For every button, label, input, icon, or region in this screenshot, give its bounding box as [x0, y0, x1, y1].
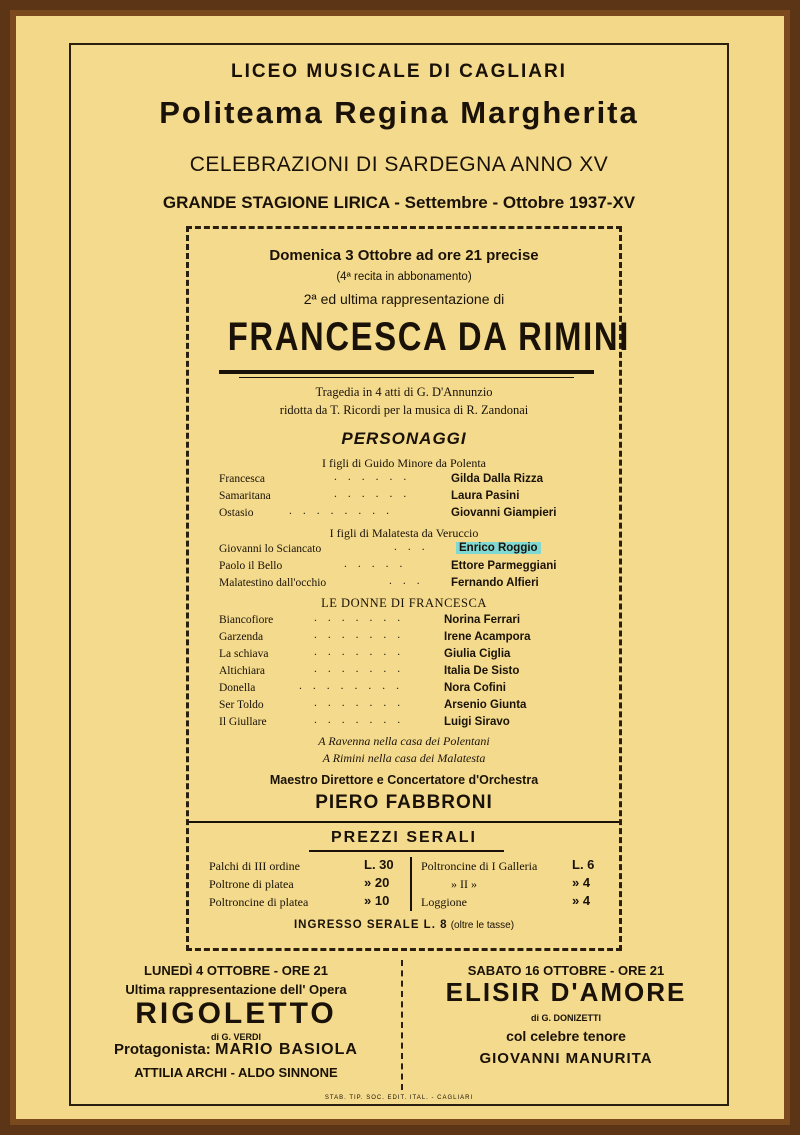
role-name: Giovanni lo Sciancato	[219, 543, 322, 555]
price-label: Poltrone di platea	[209, 877, 294, 891]
price-label: Palchi di III ordine	[209, 859, 300, 873]
dot-leader: .......	[314, 646, 412, 658]
event-other-singers: ATTILIA ARCHI - ALDO SINNONE	[134, 1065, 338, 1080]
subscription-note: (4ª recita in abbonamento)	[336, 271, 472, 283]
role-name: Donella	[219, 682, 256, 694]
event-date: LUNEDÌ 4 OTTOBRE - ORE 21	[144, 963, 328, 978]
conductor-label: Maestro Direttore e Concertatore d'Orchestra	[269, 773, 539, 787]
tenor-name: GIOVANNI MANURITA	[479, 1050, 653, 1067]
role-name: Malatestino dall'occhio	[219, 577, 327, 589]
actor-name: Fernando Alfieri	[451, 577, 539, 589]
dot-leader: .......	[314, 697, 412, 709]
title-rule-thin	[239, 377, 574, 378]
role-name: Il Giullare	[219, 716, 267, 728]
role-name: Paolo il Bello	[219, 560, 283, 572]
poster-sheet	[69, 43, 729, 1106]
performance-date: Domenica 3 Ottobre ad ore 21 precise	[269, 247, 539, 264]
protagonist-label: Protagonista:	[114, 1041, 211, 1058]
actor-name: Ettore Parmeggiani	[451, 560, 557, 572]
conductor-name: PIERO FABBRONI	[315, 792, 493, 813]
price-label: Poltroncine di I Galleria	[421, 859, 538, 873]
price-value: » 10	[364, 893, 390, 908]
actor-name: Giovanni Giampieri	[451, 507, 557, 519]
protagonist-name: MARIO BASIOLA	[215, 1041, 358, 1058]
price-label: » II »	[451, 877, 477, 891]
dot-leader: .......	[314, 714, 412, 726]
prices-divider	[189, 821, 619, 823]
actor-name: Italia De Sisto	[444, 665, 520, 677]
main-performance-box	[186, 226, 630, 951]
prices-heading-rule	[309, 850, 504, 852]
season: GRANDE STAGIONE LIRICA - Settembre - Ottobre 1937-XV	[162, 193, 636, 212]
role-name: Biancofiore	[219, 614, 274, 626]
dot-leader: .......	[314, 612, 412, 624]
role-name: Altichiara	[219, 665, 265, 677]
actor-name: Nora Cofini	[444, 682, 506, 694]
dot-leader: .......	[314, 629, 412, 641]
actor-name: Norina Ferrari	[444, 614, 521, 626]
event-desc: Ultima rappresentazione dell' Opera	[125, 982, 347, 997]
dot-leader: ........	[299, 680, 410, 692]
event-title: RIGOLETTO	[135, 997, 337, 1030]
role-name: Garzenda	[219, 631, 264, 643]
price-value: L. 30	[364, 857, 394, 872]
event-protagonist	[71, 1041, 401, 1059]
actor-name: Arsenio Giunta	[444, 699, 527, 711]
tragedy-desc: Tragedia in 4 atti di G. D'Annunzio	[315, 385, 493, 399]
event-composer: di G. DONIZETTI	[531, 1013, 601, 1023]
actor-name: Gilda Dalla Rizza	[451, 473, 544, 485]
price-value: » 4	[572, 893, 591, 908]
event-desc: col celebre tenore	[506, 1028, 626, 1044]
repeat-note: 2ª ed ultima rappresentazione di	[303, 291, 505, 307]
role-name: Ostasio	[219, 507, 254, 519]
price-column-divider	[410, 857, 412, 911]
cast-group-heading: I figli di Guido Minore da Polenta	[322, 456, 486, 470]
role-name: Samaritana	[219, 490, 271, 502]
price-value: » 4	[572, 875, 591, 890]
entry-fee-text: INGRESSO SERALE L. 8	[293, 919, 448, 931]
reduction-desc: ridotta da T. Ricordi per la musica di R. Zandonai	[279, 403, 529, 417]
opera-title: FRANCESCA DA RIMINI	[227, 315, 630, 359]
printer-credit: STAB. TIP. SOC. EDIT. ITAL. - CAGLIARI	[324, 1095, 474, 1101]
theatre-name: Politeama Regina Margherita	[159, 95, 639, 130]
actor-name: Irene Acampora	[444, 631, 531, 643]
prices-heading: PREZZI SERALI	[330, 829, 477, 846]
dot-leader: ........	[289, 505, 400, 517]
cast-group-heading: I figli di Malatesta da Veruccio	[329, 526, 479, 540]
actor-name: Luigi Siravo	[444, 716, 510, 728]
role-name: Francesca	[219, 473, 265, 485]
title-rule	[219, 370, 594, 374]
cast-group-heading: LE DONNE DI FRANCESCA	[321, 596, 487, 610]
dot-leader: .......	[314, 663, 412, 675]
dot-leader: ......	[334, 471, 418, 483]
setting-line: A Ravenna nella casa dei Polentani	[318, 734, 490, 748]
actor-name-highlighted: Enrico Roggio	[456, 542, 541, 554]
role-name: La schiava	[219, 648, 269, 660]
actor-name: Giulia Ciglia	[444, 648, 511, 660]
event-date: SABATO 16 OTTOBRE - ORE 21	[467, 963, 665, 978]
celebration: CELEBRAZIONI DI SARDEGNA ANNO XV	[189, 153, 609, 176]
dot-leader: ......	[334, 488, 418, 500]
entry-fee	[189, 919, 619, 931]
price-label: Poltroncine di platea	[209, 895, 309, 909]
actor-name: Laura Pasini	[451, 490, 520, 502]
dot-leader: ...	[394, 541, 436, 553]
setting-line: A Rimini nella casa dei Malatesta	[322, 751, 486, 765]
role-name: Ser Toldo	[219, 699, 264, 711]
price-value: » 20	[364, 875, 390, 890]
price-label: Loggione	[421, 895, 467, 909]
entry-fee-note: (oltre le tasse)	[450, 920, 515, 931]
dot-leader: .....	[344, 558, 414, 570]
dot-leader: ...	[389, 575, 431, 587]
personaggi-heading: PERSONAGGI	[341, 429, 467, 448]
institution: LICEO MUSICALE DI CAGLIARI	[231, 61, 567, 82]
event-composer: di G. VERDI	[210, 1032, 261, 1042]
event-title: ELISIR D'AMORE	[445, 977, 687, 1007]
price-value: L. 6	[572, 857, 595, 872]
